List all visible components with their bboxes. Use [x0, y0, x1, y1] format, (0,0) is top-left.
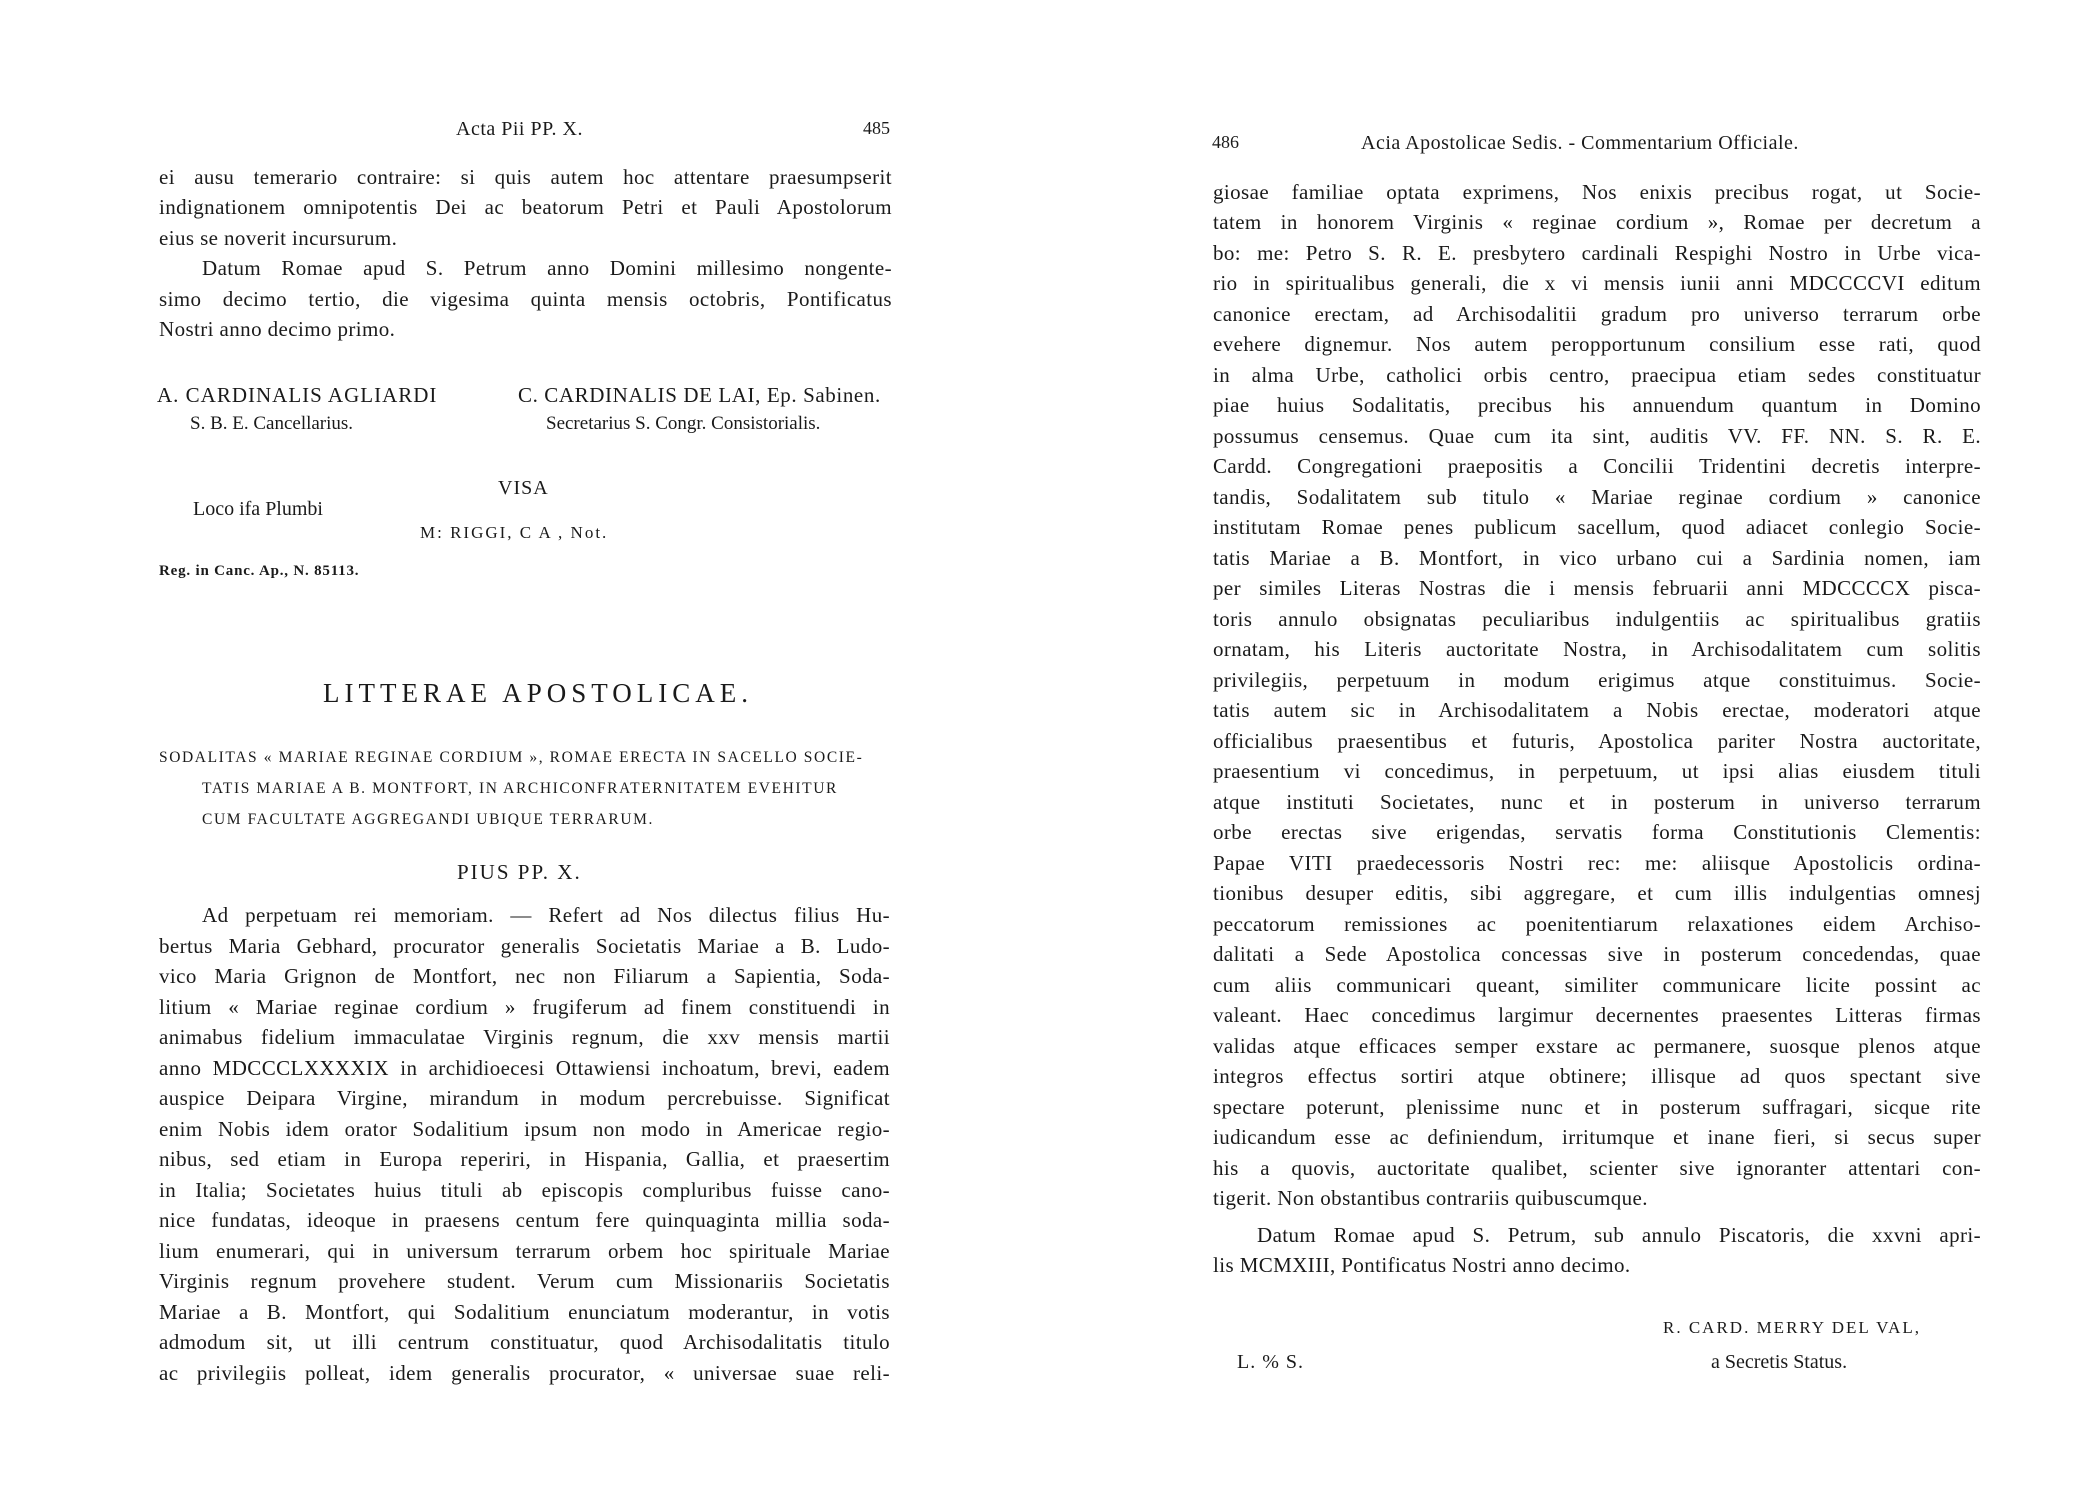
text-line: Datum Romae apud S. Petrum anno Domini millesimo nongente- [202, 256, 892, 280]
summary-line: CUM FACULTATE AGGREGANDI UBIQUE TERRARUM. [202, 811, 655, 828]
page-number: 485 [863, 118, 890, 138]
text-line: officialibus praesentibus et futuris, Apostolica pariter Nostra auctoritate, [1213, 729, 1981, 753]
text-line: nice fundatas, ideoque in praesens centum fere quinquaginta millia soda- [159, 1208, 890, 1232]
page-number: 486 [1212, 132, 1239, 152]
text-line: validas atque efficaces semper exstare ac permanere, suosque plenos atque [1213, 1034, 1981, 1058]
text-line: vico Maria Grignon de Montfort, nec non Filiarum a Sapientia, Soda- [159, 964, 890, 988]
text-line: Ad perpetuam rei memoriam. — Refert ad Nos dilectus filius Hu- [202, 903, 890, 927]
text-line: bo: me: Petro S. R. E. presbytero cardinali Respighi Nostro in Urbe vica- [1213, 241, 1981, 265]
text-line: lium enumerari, qui in universum terrarum orbem hoc spirituale Mariae [159, 1239, 890, 1263]
visa-label: VISA [498, 477, 549, 499]
text-line: auspice Deipara Virgine, mirandum in modum percrebuisse. Significat [159, 1086, 890, 1110]
text-line: toris annulo obsignatas peculiaribus indulgentiis ac spiritualibus gratiis [1213, 607, 1981, 631]
text-line: tatis Mariae a B. Montfort, in vico urbano cui a Sardinia nomen, iam [1213, 546, 1981, 570]
text-line: nibus, sed etiam in Europa reperiri, in Hispania, Gallia, et praesertim [159, 1147, 890, 1171]
text-line: enim Nobis idem orator Sodalitium ipsum non modo in Americae regio- [159, 1117, 890, 1141]
text-line: simo decimo tertio, die vigesima quinta mensis octobris, Pontificatus [159, 287, 892, 311]
text-line: Datum Romae apud S. Petrum, sub annulo Piscatoris, die xxvni apri- [1257, 1223, 1981, 1247]
text-line: evehere dignemur. Nos autem peropportunum consilium esse rati, quod [1213, 332, 1981, 356]
text-line: in alma Urbe, catholici orbis centro, praecipua etiam sedes constituatur [1213, 363, 1981, 387]
text-line: his a quovis, auctoritate qualibet, scienter sive ignoranter attentari con- [1213, 1156, 1981, 1180]
notary-signature: M: RIGGI, C A , Not. [420, 523, 609, 542]
text-line: bertus Maria Gebhard, procurator generalis Societatis Mariae a B. Ludo- [159, 934, 890, 958]
text-line: indignationem omnipotentis Dei ac beatorum Petri et Pauli Apostolorum [159, 195, 892, 219]
text-line: atque instituti Societates, nunc et in posterum in universo terrarum [1213, 790, 1981, 814]
text-line: per similes Literas Nostras die i mensis februarii anni MDCCCCX pisca- [1213, 576, 1981, 600]
text-line: in Italia; Societates huius tituli ab episcopis compluribus fuisse cano- [159, 1178, 890, 1202]
seal-mark: L. % S. [1237, 1351, 1304, 1373]
text-line: Virginis regnum provehere student. Verum cum Missionariis Societatis [159, 1269, 890, 1293]
text-line: giosae familiae optata exprimens, Nos enixis precibus rogat, ut Socie- [1213, 180, 1981, 204]
running-head: Acta Pii PP. X. [456, 118, 583, 140]
text-line: litium « Mariae reginae cordium » frugiferum ad finem constituendi in [159, 995, 890, 1019]
summary-line: SODALITAS « MARIAE REGINAE CORDIUM », ROMAE ERECTA IN SACELLO SOCIE- [159, 749, 864, 766]
seal-place-label: Loco ifa Plumbi [193, 498, 323, 520]
summary-line: TATIS MARIAE A B. MONTFORT, IN ARCHICONFRATERNITATEM EVEHITUR [202, 780, 838, 797]
text-line: Mariae a B. Montfort, qui Sodalitium enunciatum moderantur, in votis [159, 1300, 890, 1324]
text-line: dalitati a Sede Apostolica concessas sive in posterum concedendas, quae [1213, 942, 1981, 966]
text-line: possumus censemus. Quae cum ita sint, auditis VV. FF. NN. S. R. E. [1213, 424, 1981, 448]
text-line: spectare poterunt, plenissime nunc et in posterum suffragari, sicque rite [1213, 1095, 1981, 1119]
text-line: ornatam, his Literis auctoritate Nostra, in Archisodalitatem cum solitis [1213, 637, 1981, 661]
text-line: animabus fidelium immaculatae Virginis regnum, die xxv mensis martii [159, 1025, 890, 1049]
text-line: ac privilegiis polleat, idem generalis procurator, « universae suae reli- [159, 1361, 890, 1385]
registration-note: Reg. in Canc. Ap., N. 85113. [159, 563, 360, 579]
text-line: iudicandum esse ac definiendum, irritumque et inane fieri, si secus super [1213, 1125, 1981, 1149]
signature-agliardi: A. CARDINALIS AGLIARDI [157, 383, 438, 407]
right-page [1039, 0, 2078, 1500]
text-line: canonice erectam, ad Archisodalitii gradum pro universo terrarum orbe [1213, 302, 1981, 326]
running-head: Acia Apostolicae Sedis. - Commentarium Officiale. [1361, 132, 1799, 154]
text-line: ei ausu temerario contraire: si quis autem hoc attentare praesumpserit [159, 165, 892, 189]
text-line: privilegiis, perpetuum in modum erigimus atque constituimus. Socie- [1213, 668, 1981, 692]
text-line: rio in spiritualibus generali, die x vi mensis iunii anni MDCCCCVI editum [1213, 271, 1981, 295]
signature-merry-del-val: R. CARD. MERRY DEL VAL, [1663, 1318, 1922, 1337]
text-line: tigerit. Non obstantibus contrariis quibuscumque. [1213, 1186, 1648, 1210]
pope-heading: PIUS PP. X. [457, 860, 582, 884]
signature-de-lai: C. CARDINALIS DE LAI, Ep. Sabinen. [518, 383, 881, 407]
text-line: Papae VITI praedecessoris Nostri rec: me: aliisque Apostolicis ordina- [1213, 851, 1981, 875]
text-line: eius se noverit incursurum. [159, 226, 398, 250]
text-line: praesentium vi concedimus, in perpetuum, ut ipsi alias eiusdem tituli [1213, 759, 1981, 783]
text-line: tatis autem sic in Archisodalitatem a Nobis erectae, moderatori atque [1213, 698, 1981, 722]
text-line: institutam Romae penes publicum sacellum, quod adiacet conlegio Socie- [1213, 515, 1981, 539]
text-line: orbe erectas sive erigendas, servatis forma Constitutionis Clementis: [1213, 820, 1981, 844]
text-line: Cardd. Congregationi praepositis a Concilii Tridentini decretis interpre- [1213, 454, 1981, 478]
document-title: LITTERAE APOSTOLICAE. [323, 678, 753, 708]
text-line: integros effectus sortiri atque obtinere; illisque ad quos spectant sive [1213, 1064, 1981, 1088]
text-line: cum aliis communicari queant, similiter communicare licite possint ac [1213, 973, 1981, 997]
text-line: piae huius Sodalitatis, precibus his annuendum quantum in Domino [1213, 393, 1981, 417]
text-line: peccatorum remissiones ac poenitentiarum relaxationes eidem Archiso- [1213, 912, 1981, 936]
signature-de-lai-title: Secretarius S. Congr. Consistorialis. [546, 413, 821, 434]
text-line: admodum sit, ut illi centrum constituatur, quod Archisodalitatis titulo [159, 1330, 890, 1354]
text-line: Nostri anno decimo primo. [159, 317, 396, 341]
text-line: tionibus desuper editis, sibi aggregare, et cum illis indulgentias omnesj [1213, 881, 1981, 905]
text-line: lis MCMXIII, Pontificatus Nostri anno decimo. [1213, 1253, 1631, 1277]
text-line: tandis, Sodalitatem sub titulo « Mariae reginae cordium » canonice [1213, 485, 1981, 509]
signature-title: a Secretis Status. [1711, 1351, 1848, 1373]
text-line: anno MDCCCLXXXXIX in archidioecesi Ottawiensi inchoatum, brevi, eadem [159, 1056, 890, 1080]
text-line: valeant. Haec concedimus largimur decernentes praesentes Litteras firmas [1213, 1003, 1981, 1027]
text-line: tatem in honorem Virginis « reginae cordium », Romae per decretum a [1213, 210, 1981, 234]
signature-agliardi-title: S. B. E. Cancellarius. [190, 413, 354, 434]
